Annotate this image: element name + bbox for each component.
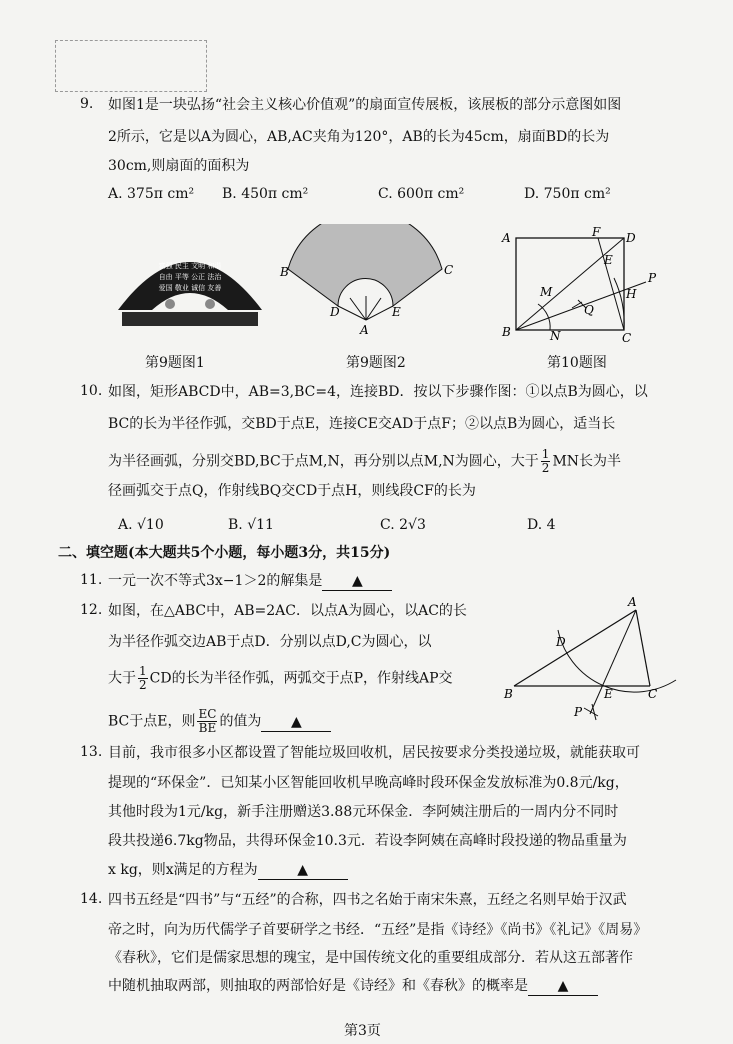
q14-line3: 《春秋》，它们是儒家思想的瑰宝，是中国传统文化的重要组成部分．若从这五部著作 [108, 950, 633, 966]
q12-figure-triangle [500, 590, 685, 725]
q10-option-b: B. √11 [228, 517, 274, 533]
corner-stamp [55, 40, 207, 92]
q10-figure-rectangle [498, 224, 668, 346]
q11-answer-blank: ▲ [322, 572, 392, 591]
fig10-label-h: H [626, 287, 637, 301]
fig10-label-n: N [550, 329, 561, 343]
q10-option-d: D. 4 [527, 517, 556, 533]
q14-number: 14. [80, 891, 103, 907]
q12-line1: 如图，在△ABC中，AB=2AC．以点A为圆心，以AC的长 [108, 603, 467, 619]
q9-line3: 30cm,则扇面的面积为 [108, 158, 250, 174]
section2-heading: 二、填空题(本大题共5个小题，每小题3分，共15分) [58, 545, 391, 561]
q11-text: 一元一次不等式3x−1＞2的解集是 ▲ [108, 572, 392, 591]
q14-line4: 中随机抽取两部，则抽取的两部恰好是《诗经》和《春秋》的概率是 ▲ [108, 977, 598, 996]
q13-line1: 目前，我市很多小区都设置了智能垃圾回收机，居民按要求分类投递垃圾，就能获取可 [108, 745, 640, 761]
frac-half-2: $\frac{1}{2}$ [139, 664, 147, 692]
q9-option-d: D. 750π cm² [524, 186, 611, 202]
fig1-text-row1: 富强 民主 文明 和谐 [158, 262, 222, 270]
fig1-text-row3: 爱国 敬业 诚信 友善 [158, 284, 222, 292]
q9-figure1-fan-banner [110, 232, 270, 342]
q12-line3: 大于 $\frac{1}{2}$ CD的长为半径作弧，两弧交于点P，作射线AP交 [108, 664, 453, 692]
fig9-label-a: A [360, 323, 369, 337]
fig12-label-a: A [628, 595, 637, 609]
frac-ec-be: $\frac{EC}{BE}$ [198, 707, 217, 735]
q10-line1: 如图，矩形ABCD中，AB=3,BC=4，连接BD．按以下步骤作图：①以点B为圆心，以 [108, 384, 648, 400]
q13-line3: 其他时段为1元/kg，新手注册赠送3.88元环保金．李阿姨注册后的一周内分不同时 [108, 804, 619, 820]
q10-line4: 径画弧交于点Q，作射线BQ交CD于点H，则线段CF的长为 [108, 483, 476, 499]
q9-line2: 2所示，它是以A为圆心，AB,AC夹角为120°，AB的长为45cm，扇面BD的长为 [108, 129, 610, 145]
q10-line3: 为半径画弧，分别交BD,BC于点M,N，再分别以点M,N为圆心，大于 $\frac{1}{2}$ MN长为半 [108, 447, 622, 475]
q9-line1: 如图1是一块弘扬“社会主义核心价值观”的扇面宣传展板，该展板的部分示意图如图 [108, 97, 622, 113]
q10-number: 10. [80, 383, 103, 399]
q9-fig1-caption: 第9题图1 [145, 355, 205, 371]
q11-number: 11. [80, 572, 103, 588]
q9-fig2-caption: 第9题图2 [346, 355, 406, 371]
fig10-label-p: P [648, 271, 657, 285]
frac-half: $\frac{1}{2}$ [541, 447, 550, 475]
fig12-label-b: B [504, 687, 513, 701]
fig10-label-q: Q [584, 303, 594, 317]
page-number: 第3页 [344, 1023, 381, 1039]
q10-fig-caption: 第10题图 [547, 355, 607, 371]
q13-line4: 段共投递6.7kg物品，共得环保金10.3元．若设李阿姨在高峰时段投递的物品重量为 [108, 833, 627, 849]
fig10-label-f: F [592, 225, 601, 239]
q12-answer-blank: ▲ [261, 713, 331, 732]
fig12-label-d: D [556, 635, 566, 649]
fig10-label-b: B [502, 325, 511, 339]
fig9-label-c: C [444, 263, 454, 277]
fig10-label-c: C [622, 331, 632, 345]
q9-number: 9. [80, 96, 94, 112]
fig9-label-d: D [330, 305, 340, 319]
fig12-label-p: P [574, 705, 583, 719]
fig9-label-b: B [280, 265, 289, 279]
q10-option-a: A. √10 [118, 517, 164, 533]
fig10-label-a: A [502, 231, 511, 245]
q10-option-c: C. 2√3 [380, 517, 426, 533]
fig10-label-d: D [626, 231, 636, 245]
q14-answer-blank: ▲ [528, 977, 598, 996]
fig10-label-m: M [540, 285, 553, 299]
q13-answer-blank: ▲ [258, 861, 348, 880]
fig1-text-row2: 自由 平等 公正 法治 [158, 273, 222, 281]
fig12-label-e: E [604, 687, 613, 701]
q12-number: 12. [80, 602, 103, 618]
q13-line2: 提现的“环保金”．已知某小区智能回收机早晚高峰时段环保金发放标准为0.8元/kg， [108, 775, 629, 791]
q12-line4: BC于点E，则 $\frac{EC}{BE}$ 的值为 ▲ [108, 708, 331, 735]
q9-option-c: C. 600π cm² [378, 186, 465, 202]
q13-number: 13. [80, 744, 103, 760]
q9-option-b: B. 450π cm² [222, 186, 309, 202]
q9-option-a: A. 375π cm² [108, 186, 195, 202]
q9-figure2-fan-diagram [278, 224, 458, 339]
q13-line5: x kg，则x满足的方程为 ▲ [108, 861, 348, 880]
fig12-label-c: C [648, 687, 658, 701]
q14-line1: 四书五经是“四书”与“五经”的合称，四书之名始于南宋朱熹，五经之名则早始于汉武 [108, 892, 627, 908]
q10-line2: BC的长为半径作弧，交BD于点E，连接CE交AD于点F；②以点B为圆心，适当长 [108, 416, 616, 432]
q14-line2: 帝之时，向为历代儒学子首要研学之书经．“五经”是指《诗经》《尚书》《礼记》《周易》 [108, 922, 648, 938]
q12-line2: 为半径作弧交边AB于点D．分别以点D,C为圆心，以 [108, 634, 432, 650]
fig9-label-e: E [392, 305, 401, 319]
fig10-label-e: E [604, 253, 613, 267]
